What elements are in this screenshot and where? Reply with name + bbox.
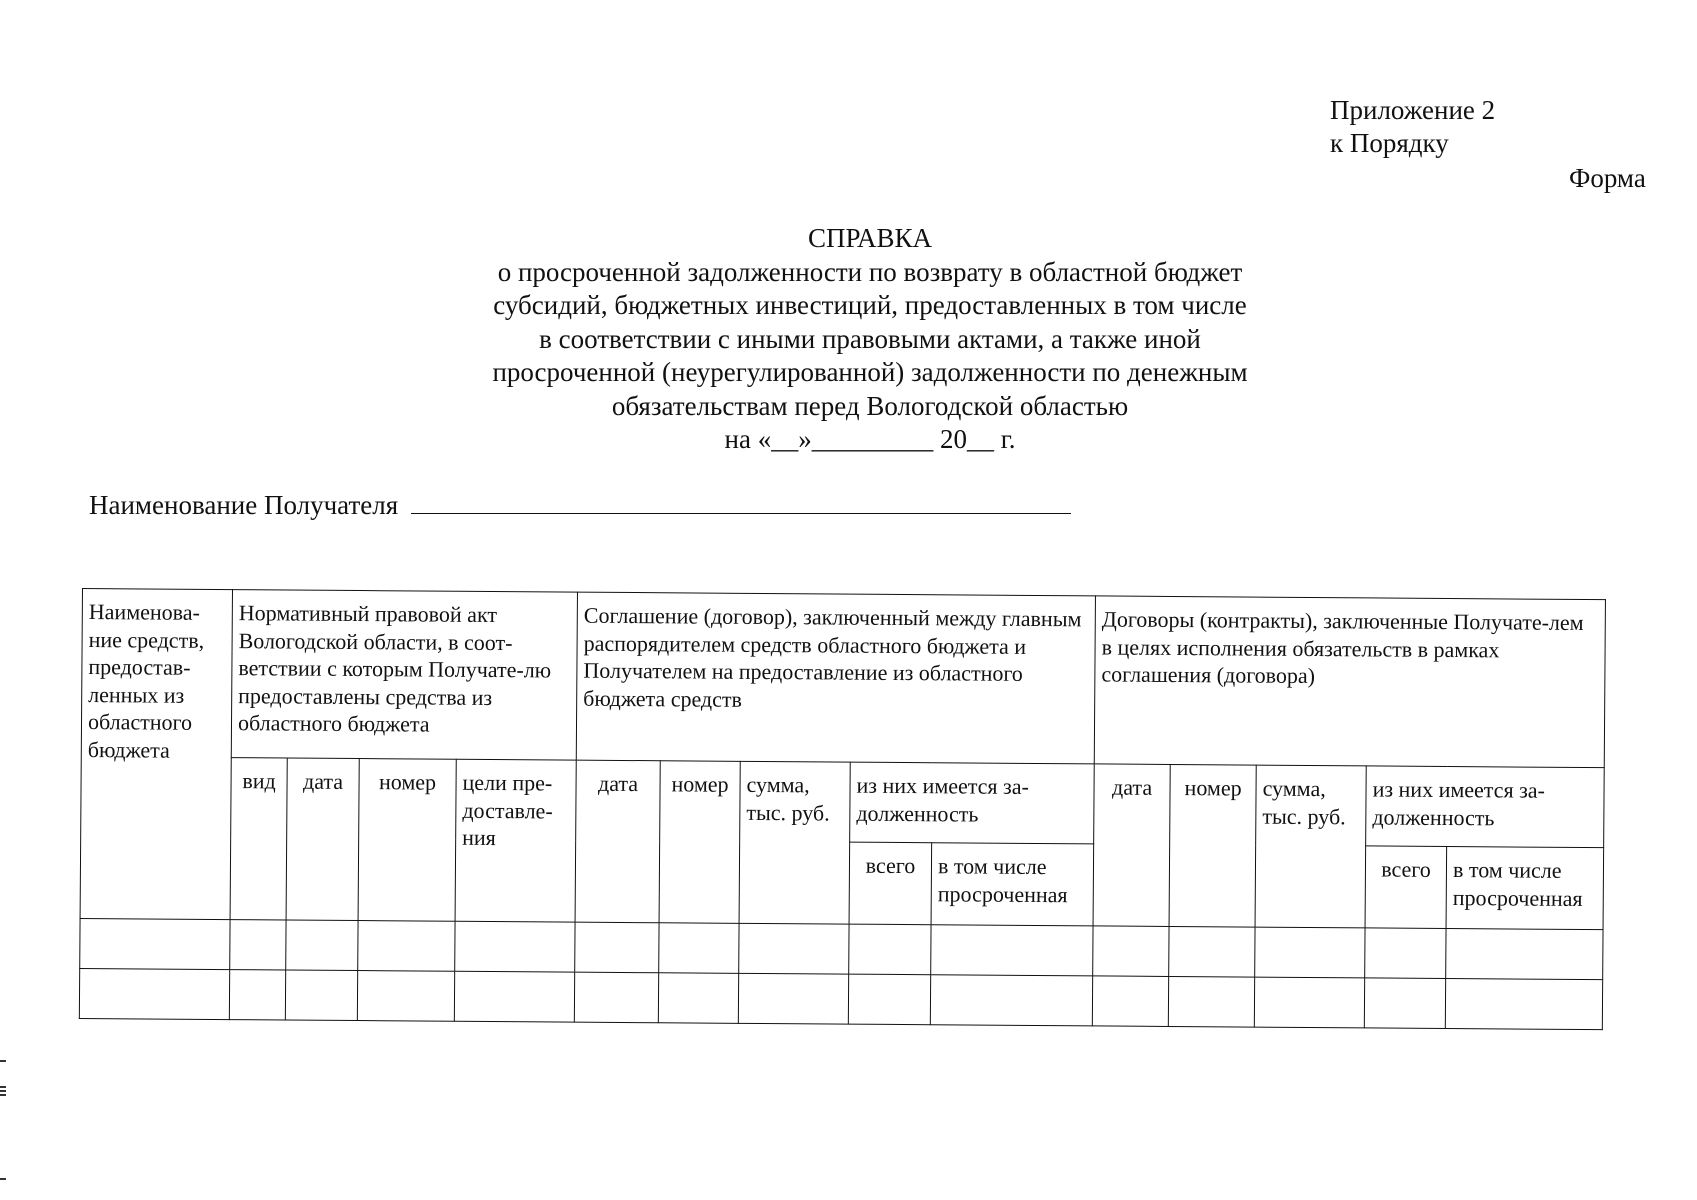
table-cell[interactable] <box>658 973 738 1024</box>
table-cell[interactable] <box>80 918 230 969</box>
document-title <box>370 222 1370 457</box>
title-line-3: в соответствии с иными правовыми актами, а также иной <box>539 323 1201 354</box>
header-contract-debt-total: всего <box>1365 846 1447 929</box>
table-cell[interactable] <box>358 921 455 972</box>
table-cell[interactable] <box>930 975 1092 1026</box>
scan-edge-marks <box>0 1060 6 1180</box>
header-agreement-number: номер <box>659 761 740 924</box>
debt-table-wrapper <box>79 588 1605 1030</box>
table-cell[interactable] <box>357 971 454 1022</box>
table-cell[interactable] <box>1168 976 1254 1027</box>
header-act-type: вид <box>230 758 287 920</box>
title-line-2: субсидий, бюджетных инвестиций, предоставленных в том числе <box>493 290 1247 320</box>
table-cell[interactable] <box>659 923 739 974</box>
table-cell[interactable] <box>79 968 229 1019</box>
header-contract-debt-overdue: в том числе просроченная <box>1446 847 1604 930</box>
table-cell[interactable] <box>1445 979 1602 1030</box>
header-legal-act: Нормативный правовой акт Вологодской области, в соот-ветствии с которым Получате-лю предоставлены средства из областного бюджета <box>231 590 577 761</box>
table-cell[interactable] <box>454 971 574 1022</box>
form-label: Форма <box>1569 163 1646 193</box>
header-agreement-debt-overdue: в том числе просроченная <box>931 843 1094 926</box>
table-cell[interactable] <box>849 924 931 975</box>
table-cell[interactable] <box>229 970 285 1020</box>
table-cell[interactable] <box>1169 926 1255 977</box>
table-cell[interactable] <box>1255 927 1365 978</box>
title-line-5: обязательствам перед Вологодской областью <box>611 390 1129 421</box>
header-act-date: дата <box>286 758 359 921</box>
table-cell[interactable] <box>1364 978 1445 1029</box>
table-cell[interactable] <box>575 922 659 973</box>
header-agreement-debt: из них имеется за-долженность <box>850 762 1095 844</box>
table-cell[interactable] <box>1446 929 1603 980</box>
table-cell[interactable] <box>455 921 575 972</box>
title-line-1: о просроченной задолженности по возврату в областной бюджет <box>497 256 1243 287</box>
table-cell[interactable] <box>738 973 848 1024</box>
table-cell[interactable] <box>1254 977 1364 1028</box>
title-date-line: на «__»_________ 20__ г. <box>724 424 1016 454</box>
recipient-blank-line[interactable] <box>411 489 1071 514</box>
table-cell[interactable] <box>285 970 357 1021</box>
table-cell[interactable] <box>230 920 286 970</box>
appendix-reference <box>1330 94 1495 160</box>
header-agreement: Соглашение (договор), заключенный между главным распорядителем средств областного бюджета и Получателем на предоставление из областного бюджета средств <box>576 592 1095 764</box>
table-cell[interactable] <box>1365 928 1446 979</box>
table-row <box>79 968 1602 1029</box>
table-cell[interactable] <box>1092 976 1168 1027</box>
header-agreement-sum: сумма, тыс. руб. <box>739 761 850 924</box>
table-cell[interactable] <box>739 923 849 974</box>
header-funds-name: Наименова-ние средств, предостав-ленных из областного бюджета <box>80 589 232 920</box>
header-contract-date: дата <box>1093 764 1170 927</box>
title-line-4: просроченной (неурегулированной) задолженности по денежным <box>492 357 1248 387</box>
header-contract-sum: сумма, тыс. руб. <box>1255 765 1366 928</box>
header-act-purpose: цели пре-доставле-ния <box>455 759 576 922</box>
header-contracts: Договоры (контракты), заключенные Получате-лем в целях исполнения обязательств в рамках соглашения (договора) <box>1094 596 1605 768</box>
table-cell[interactable] <box>286 920 358 971</box>
header-agreement-date: дата <box>575 760 660 923</box>
header-act-number: номер <box>358 759 456 922</box>
table-body <box>79 918 1603 1029</box>
recipient-label: Наименование Получателя <box>89 490 399 520</box>
debt-table <box>79 588 1606 1030</box>
header-agreement-debt-total: всего <box>849 842 932 925</box>
appendix-line-1: Приложение 2 <box>1330 95 1496 125</box>
appendix-line-2: к Порядку <box>1330 128 1449 158</box>
table-cell[interactable] <box>848 974 930 1025</box>
recipient-field <box>89 489 1071 522</box>
header-contract-number: номер <box>1169 764 1256 927</box>
header-contract-debt: из них имеется за-долженность <box>1366 766 1605 848</box>
table-cell[interactable] <box>1093 926 1169 977</box>
table-cell[interactable] <box>574 972 658 1023</box>
title-main: СПРАВКА <box>807 223 933 253</box>
table-cell[interactable] <box>931 925 1093 976</box>
table-header <box>80 589 1605 930</box>
